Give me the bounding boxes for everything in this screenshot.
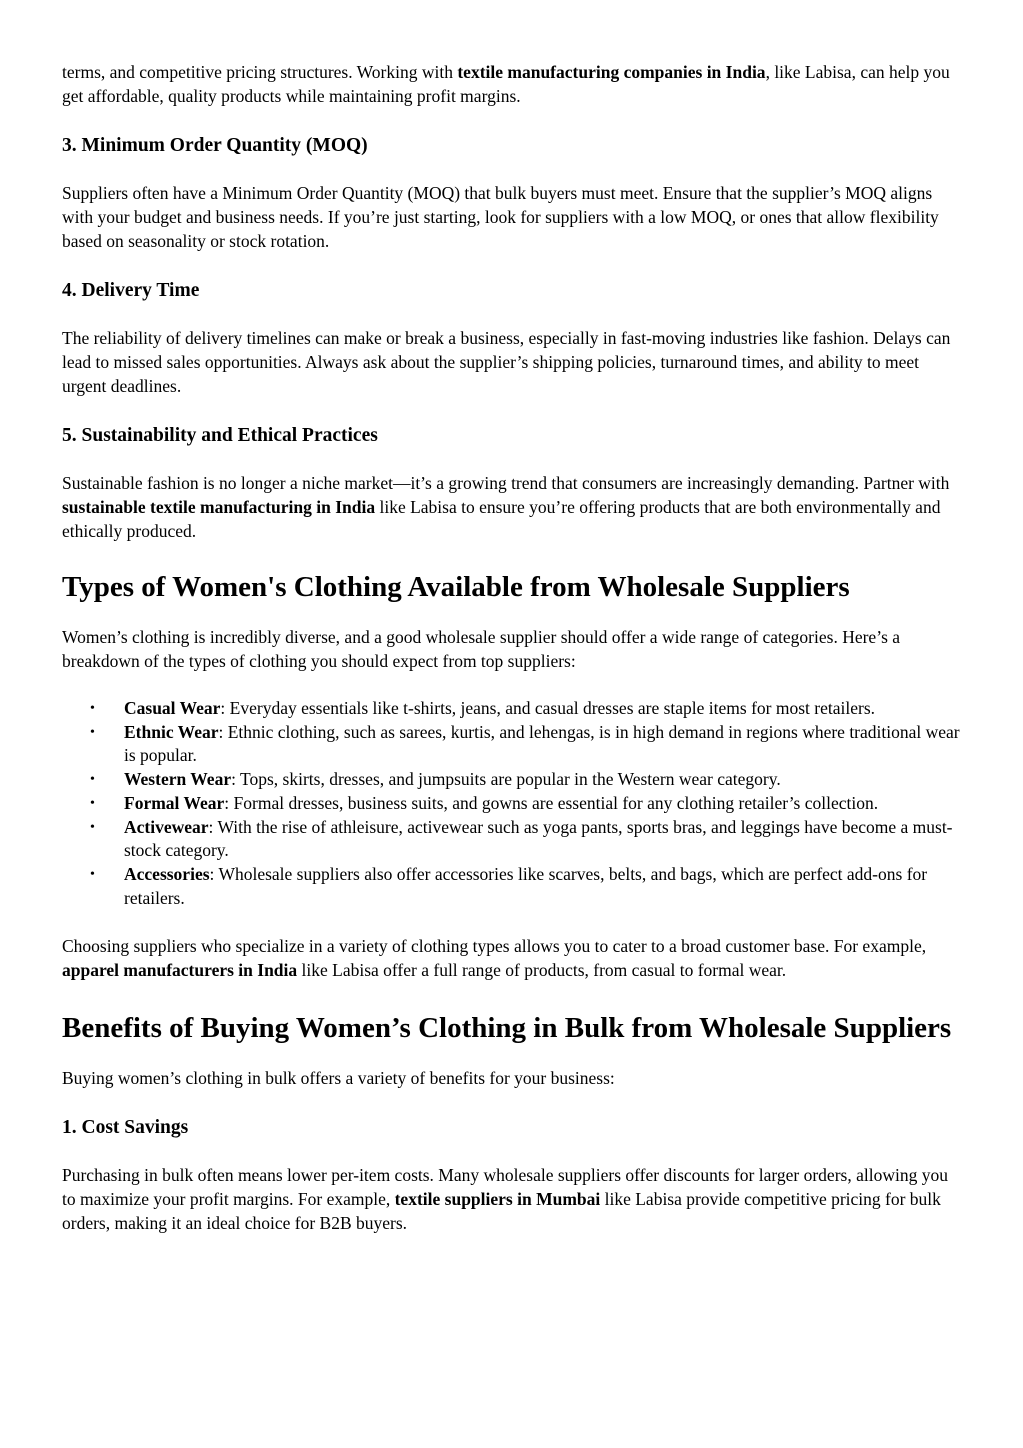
- sustainability-keyword: sustainable textile manufacturing in India: [62, 497, 376, 517]
- benefits-heading: Benefits of Buying Women’s Clothing in Bulk from Wholesale Suppliers: [62, 1012, 952, 1045]
- list-item-term: Accessories: [124, 863, 210, 884]
- list-item-desc: : Tops, skirts, dresses, and jumpsuits are popular in the Western wear category.: [231, 769, 781, 790]
- list-item: [90, 721, 962, 768]
- types-closing-keyword: apparel manufacturers in India: [62, 960, 298, 981]
- list-item-desc: : Formal dresses, business suits, and gowns are essential for any clothing retailer’s collection.: [224, 792, 879, 813]
- list-item-desc: : With the rise of athleisure, activewear such as yoga pants, sports bras, and leggings have become a must-stock category.: [124, 816, 953, 861]
- intro-text: terms, and competitive pricing structures. Working with: [62, 62, 458, 82]
- intro-keyword-link: textile manufacturing companies in India: [457, 62, 766, 82]
- list-item-term: Ethnic Wear: [124, 721, 219, 742]
- delivery-heading: 4. Delivery Time: [62, 280, 200, 301]
- sustainability-paragraph: [62, 471, 962, 543]
- list-item-term: Casual Wear: [124, 698, 221, 718]
- moq-heading: 3. Minimum Order Quantity (MOQ): [62, 135, 368, 156]
- types-heading: Types of Women's Clothing Available from Wholesale Suppliers: [62, 571, 850, 603]
- clothing-types-list: [62, 697, 962, 910]
- types-intro: Women’s clothing is incredibly diverse, and a good wholesale supplier should offer a wide range of categories. Here’s a breakdown of the types of clothing you should expect from top suppliers:: [62, 627, 901, 671]
- intro-text-end: , like Labisa, can help you get affordable, quality products while maintaining profit margins.: [62, 62, 950, 106]
- sustainability-heading: 5. Sustainability and Ethical Practices: [62, 425, 378, 446]
- list-item-desc: : Everyday essentials like t-shirts, jeans, and casual dresses are staple items for most retailers.: [220, 698, 876, 718]
- list-item: [90, 816, 962, 863]
- bullet-icon: •: [90, 724, 95, 740]
- bullet-icon: •: [90, 819, 95, 835]
- benefits-intro: Buying women’s clothing in bulk offers a variety of benefits for your business:: [62, 1068, 615, 1089]
- sustainability-text: Sustainable fashion is no longer a niche market—it’s a growing trend that consumers are increasingly demanding. Partner with: [62, 473, 950, 493]
- list-item: [90, 697, 962, 721]
- types-closing-text: Choosing suppliers who specialize in a variety of clothing types allows you to cater to a broad customer base. For example,: [62, 936, 927, 957]
- bullet-icon: •: [90, 701, 95, 716]
- cost-savings-heading: 1. Cost Savings: [62, 1117, 189, 1139]
- document-page: [62, 60, 962, 1235]
- list-item-term: Western Wear: [124, 769, 232, 790]
- types-closing-text-end: like Labisa offer a full range of products, from casual to formal wear.: [297, 960, 787, 981]
- cost-savings-paragraph: [62, 1163, 962, 1235]
- bullet-icon: •: [90, 772, 95, 788]
- list-item: [90, 792, 962, 816]
- moq-paragraph: Suppliers often have a Minimum Order Quantity (MOQ) that bulk buyers must meet. Ensure that the supplier’s MOQ aligns with your budget and business needs. If you’re just starting, look for suppliers with a low MOQ, or ones that allow flexibility based on seasonality or stock rotation.: [62, 183, 939, 251]
- cost-text-end: like Labisa provide competitive pricing for bulk orders, making it an ideal choice for B2B buyers.: [62, 1189, 941, 1234]
- list-item-desc: : Wholesale suppliers also offer accessories like scarves, belts, and bags, which are perfect add-ons for retailers.: [124, 863, 928, 908]
- delivery-paragraph: The reliability of delivery timelines can make or break a business, especially in fast-moving industries like fashion. Delays can lead to missed sales opportunities. Always ask about the supplier’s shipping policies, turnaround times, and ability to meet urgent deadlines.: [62, 328, 951, 396]
- list-item-term: Activewear: [124, 816, 209, 837]
- cost-text: Purchasing in bulk often means lower per-item costs. Many wholesale suppliers offer discounts for larger orders, allowing you to maximize your profit margins. For example,: [62, 1165, 948, 1210]
- types-closing-paragraph: [62, 934, 962, 982]
- bullet-icon: •: [90, 795, 95, 811]
- bullet-icon: •: [90, 866, 95, 882]
- intro-paragraph: [62, 60, 962, 108]
- list-item-term: Formal Wear: [124, 792, 225, 813]
- cost-keyword: textile suppliers in Mumbai: [394, 1189, 601, 1210]
- list-item: [90, 768, 962, 792]
- sustainability-text-end: like Labisa to ensure you’re offering products that are both environmentally and ethically produced.: [62, 497, 941, 541]
- list-item-desc: : Ethnic clothing, such as sarees, kurtis, and lehengas, is in high demand in regions where traditional wear is popular.: [124, 721, 960, 766]
- list-item: [90, 863, 962, 910]
